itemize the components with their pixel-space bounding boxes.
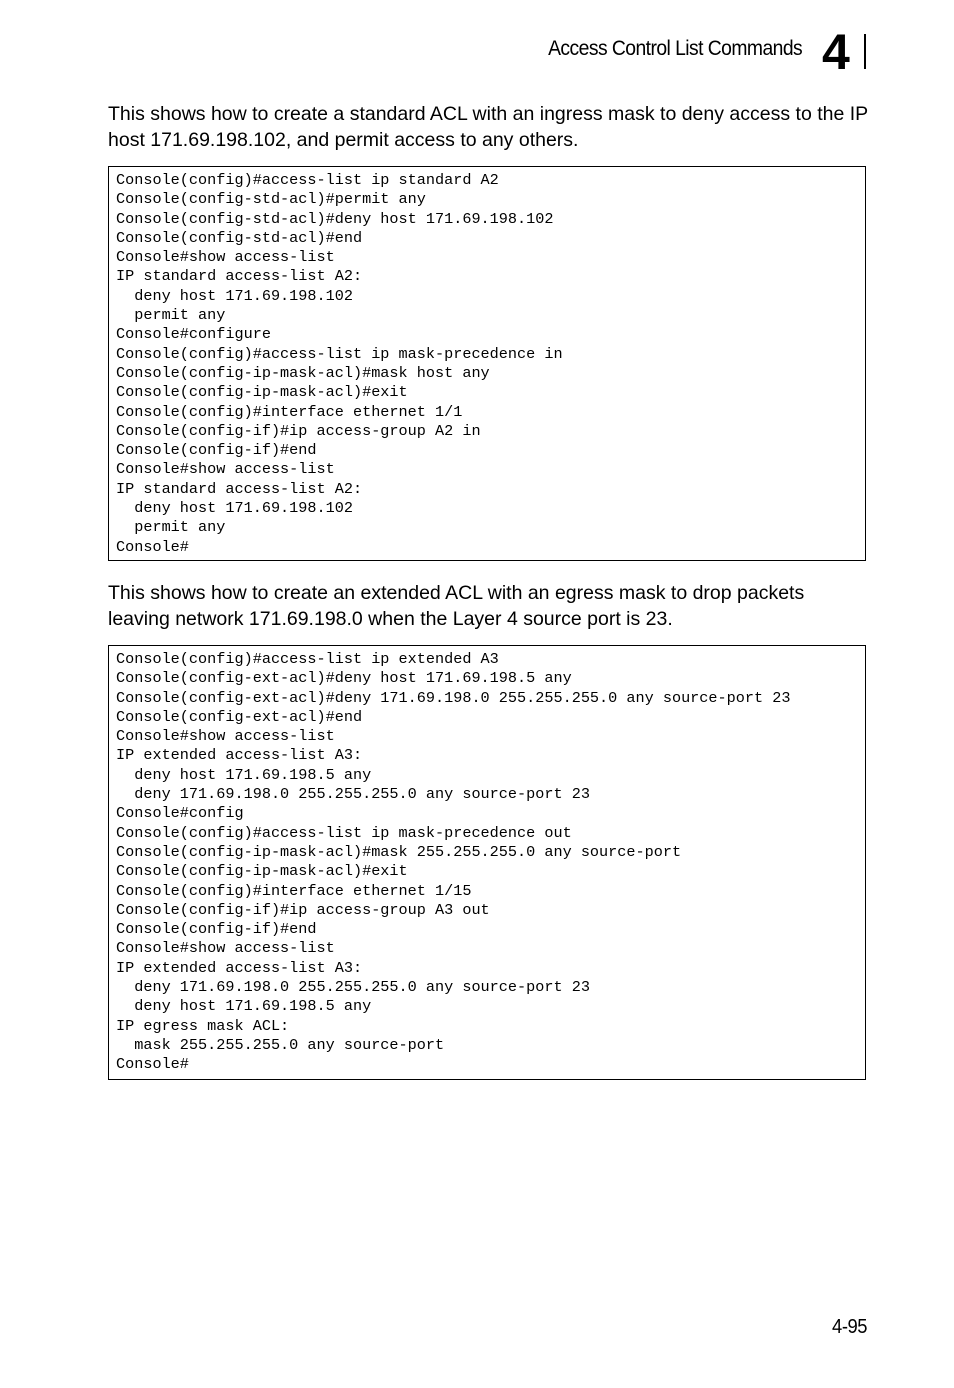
code-line: Console(config)#access-list ip extended A3 (116, 650, 499, 668)
page-number: 4-95 (832, 1316, 867, 1338)
code-line: Console(config-if)#ip access-group A2 in (116, 421, 481, 440)
code-line: Console(config)#interface ethernet 1/1 (116, 402, 463, 421)
chapter-title: Access Control List Commands (547, 37, 802, 60)
code-line: Console(config-std-acl)#deny host 171.69.198.102 (116, 209, 554, 228)
code-line: Console#show access-list (116, 460, 335, 479)
code-line: Console(config-ext-acl)#end (116, 707, 363, 726)
code-line: Console(config)#interface ethernet 1/15 (116, 881, 472, 900)
code-line: IP extended access-list A3: (116, 746, 363, 765)
code-line: deny 171.69.198.0 255.255.255.0 any source-port 23 (116, 978, 590, 997)
code-line: Console# (116, 1055, 189, 1074)
code-line: Console#configure (116, 325, 271, 344)
code-line: Console(config)#access-list ip standard A2 (116, 171, 499, 189)
code-line: IP standard access-list A2: (116, 479, 363, 498)
code-line: IP standard access-list A2: (116, 267, 363, 286)
code-line: permit any (116, 306, 226, 325)
code-line: deny host 171.69.198.5 any (116, 765, 372, 784)
page-header (0, 24, 954, 80)
code-line: Console(config-if)#ip access-group A3 out (116, 900, 490, 919)
code-line: IP egress mask ACL: (116, 1016, 290, 1035)
code-line: Console(config-ext-acl)#deny host 171.69.198.5 any (116, 669, 572, 688)
code-example-standard-acl (108, 166, 866, 561)
code-line: deny host 171.69.198.5 any (116, 997, 372, 1016)
code-line: Console(config)#access-list ip mask-precedence in (116, 344, 563, 363)
chapter-number: 4 (822, 24, 848, 80)
code-line: Console(config-std-acl)#permit any (116, 190, 426, 209)
code-line: Console#config (116, 804, 244, 823)
code-line: permit any (116, 518, 226, 537)
intro-paragraph-standard-acl: This shows how to create a standard ACL with an ingress mask to deny access to the IP host 171.69.198.102, and permit access to any others. (108, 103, 868, 151)
code-line: Console(config-if)#end (116, 920, 317, 939)
code-line: Console#show access-list (116, 727, 335, 746)
code-line: Console(config-ip-mask-acl)#exit (116, 383, 408, 402)
code-line: Console(config-ip-mask-acl)#mask host any (116, 363, 490, 382)
code-line: Console#show access-list (116, 939, 335, 958)
code-line: mask 255.255.255.0 any source-port (116, 1035, 445, 1054)
code-line: Console(config)#access-list ip mask-precedence out (116, 823, 572, 842)
intro-paragraph-extended-acl: This shows how to create an extended ACL with an egress mask to drop packets leaving network 171.69.198.0 when the Layer 4 source port is 23. (108, 582, 805, 630)
code-line: IP extended access-list A3: (116, 958, 363, 977)
code-line: Console#show access-list (116, 248, 335, 267)
code-example-extended-acl (108, 645, 866, 1080)
code-line: deny 171.69.198.0 255.255.255.0 any source-port 23 (116, 785, 590, 804)
code-line: Console(config-if)#end (116, 441, 317, 460)
code-line: deny host 171.69.198.102 (116, 499, 353, 518)
code-line: Console(config-ip-mask-acl)#mask 255.255.255.0 any source-port (116, 842, 682, 861)
chapter-divider (864, 34, 866, 69)
code-line: Console(config-ext-acl)#deny 171.69.198.0 255.255.255.0 any source-port 23 (116, 688, 791, 707)
code-line: Console(config-std-acl)#end (116, 228, 363, 247)
code-line: Console# (116, 537, 189, 556)
code-line: Console(config-ip-mask-acl)#exit (116, 862, 408, 881)
code-line: deny host 171.69.198.102 (116, 286, 353, 305)
